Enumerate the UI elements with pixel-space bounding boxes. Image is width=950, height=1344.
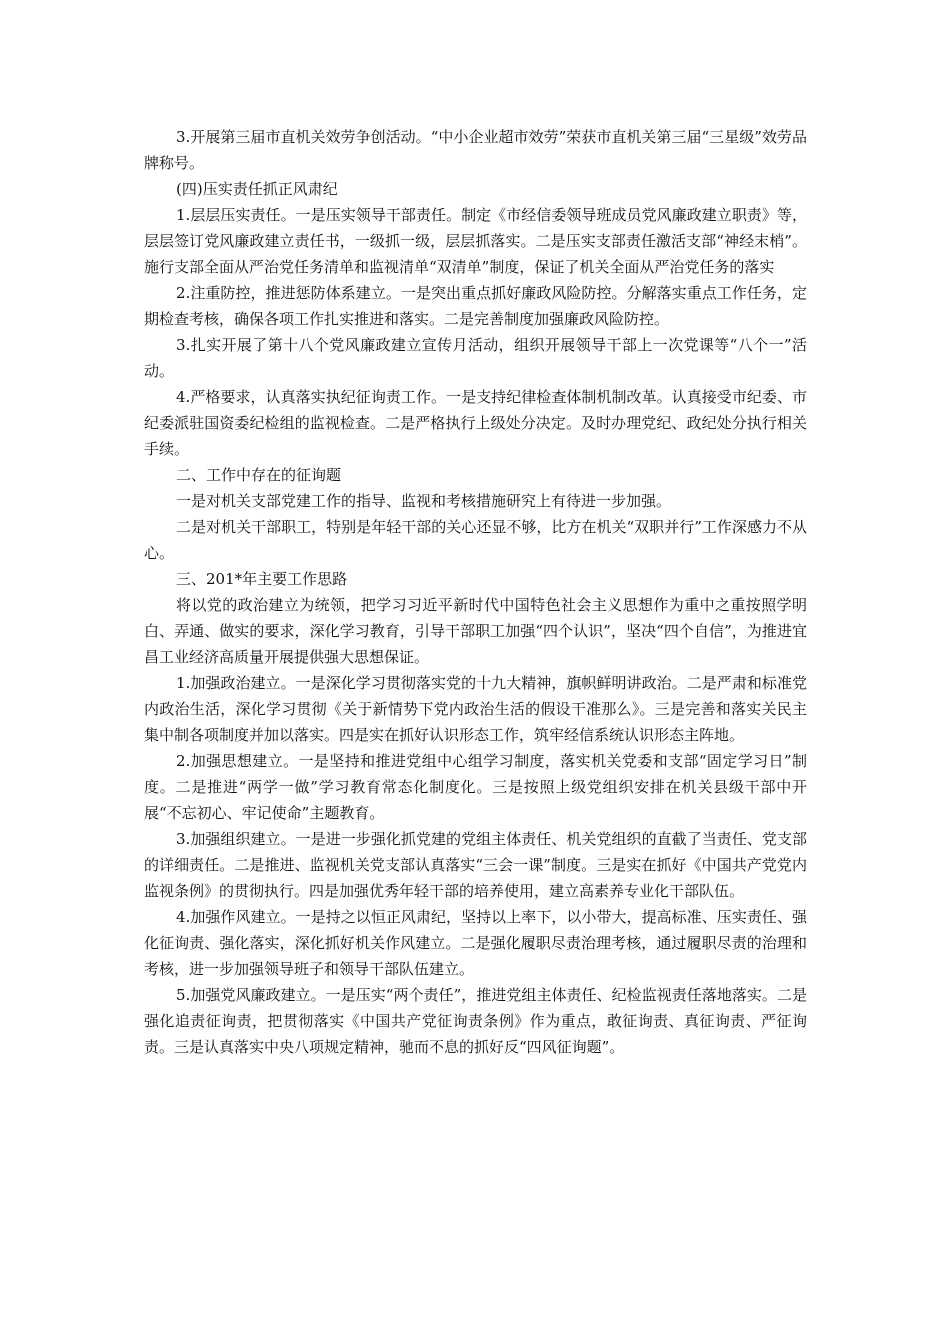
- paragraph-prevention: 2.注重防控，推进惩防体系建立。一是突出重点抓好廉政风险防控。分解落实重点工作任务，定期检查考核，确保各项工作扎实推进和落实。二是完善制度加强廉政风险防控。: [144, 284, 807, 328]
- paragraph-plan-style: 4.加强作风建立。一是持之以恒正风肃纪，坚持以上率下，以小带大，提高标准、压实责任、强化征询责、强化落实，深化抓好机关作风建立。二是强化履职尽责治理考核，通过履职尽责的治理和考核，进一步加强领导班子和领导干部队伍建立。: [144, 908, 807, 978]
- paragraph-publicity-month: 3.扎实开展了第十八个党风廉政建立宣传月活动，组织开展领导干部上一次党课等“八个一”活动。: [144, 336, 807, 380]
- paragraph-service-competition: 3.开展第三届市直机关效劳争创活动。“中小企业超市效劳”荣获市直机关第三届“三星级”效劳品牌称号。: [144, 128, 807, 172]
- paragraph-plan-intro: 将以党的政治建立为统领，把学习习近平新时代中国特色社会主义思想作为重中之重按照学明白、弄通、做实的要求，深化学习教育，引导干部职工加强“四个认识”，坚决“四个自信”，为推进宜昌工业经济高质量开展提供强大思想保证。: [144, 596, 807, 666]
- section-heading-plans: 三、201*年主要工作思路: [176, 570, 348, 588]
- section-heading-problems: 二、工作中存在的征询题: [176, 466, 342, 484]
- paragraph-plan-organizational: 3.加强组织建立。一是进一步强化抓党建的党组主体责任、机关党组织的直截了当责任、党支部的详细责任。二是推进、监视机关党支部认真落实“三会一课”制度。三是实在抓好《中国共产党党内监视条例》的贯彻执行。四是加强优秀年轻干部的培养使用，建立高素养专业化干部队伍。: [144, 830, 807, 900]
- paragraph-problem-1: 一是对机关支部党建工作的指导、监视和考核措施研究上有待进一步加强。: [176, 492, 672, 510]
- paragraph-plan-ideological: 2.加强思想建立。一是坚持和推进党组中心组学习制度，落实机关党委和支部“固定学习日”制度。二是推进“两学一做”学习教育常态化制度化。三是按照上级党组织安排在机关县级干部中开展“不忘初心、牢记使命”主题教育。: [144, 752, 807, 822]
- paragraph-plan-integrity: 5.加强党风廉政建立。一是压实“两个责任”，推进党组主体责任、纪检监视责任落地落实。二是强化追责征询责，把贯彻落实《中国共产党征询责条例》作为重点，敢征询责、真征询责、严征询责。三是认真落实中央八项规定精神，驰而不息的抓好反“四风征询题”。: [144, 986, 807, 1056]
- paragraph-plan-political: 1.加强政治建立。一是深化学习贯彻落实党的十九大精神，旗帜鲜明讲政治。二是严肃和标准党内政治生活，深化学习贯彻《关于新情势下党内政治生活的假设干准那么》。三是完善和落实关民主集中制各项制度并加以落实。四是实在抓好认识形态工作，筑牢经信系统认识形态主阵地。: [144, 674, 807, 744]
- paragraph-responsibility: 1.层层压实责任。一是压实领导干部责任。制定《市经信委领导班成员党风廉政建立职责》等，层层签订党风廉政建立责任书，一级抓一级，层层抓落实。二是压实支部责任激活支部“神经末梢”。施行支部全面从严治党任务清单和监视清单“双清单”制度，保证了机关全面从严治党任务的落实: [144, 206, 807, 276]
- paragraph-discipline: 4.严格要求，认真落实执纪征询责工作。一是支持纪律检查体制机制改革。认真接受市纪委、市纪委派驻国资委纪检组的监视检查。二是严格执行上级处分决定。及时办理党纪、政纪处分执行相关手续。: [144, 388, 807, 458]
- paragraph-problem-2: 二是对机关干部职工，特别是年轻干部的关心还显不够，比方在机关“双职并行”工作深感力不从心。: [144, 518, 807, 562]
- document-page: [144, 124, 807, 1060]
- section-heading-4: (四)压实责任抓正风肃纪: [176, 180, 338, 198]
